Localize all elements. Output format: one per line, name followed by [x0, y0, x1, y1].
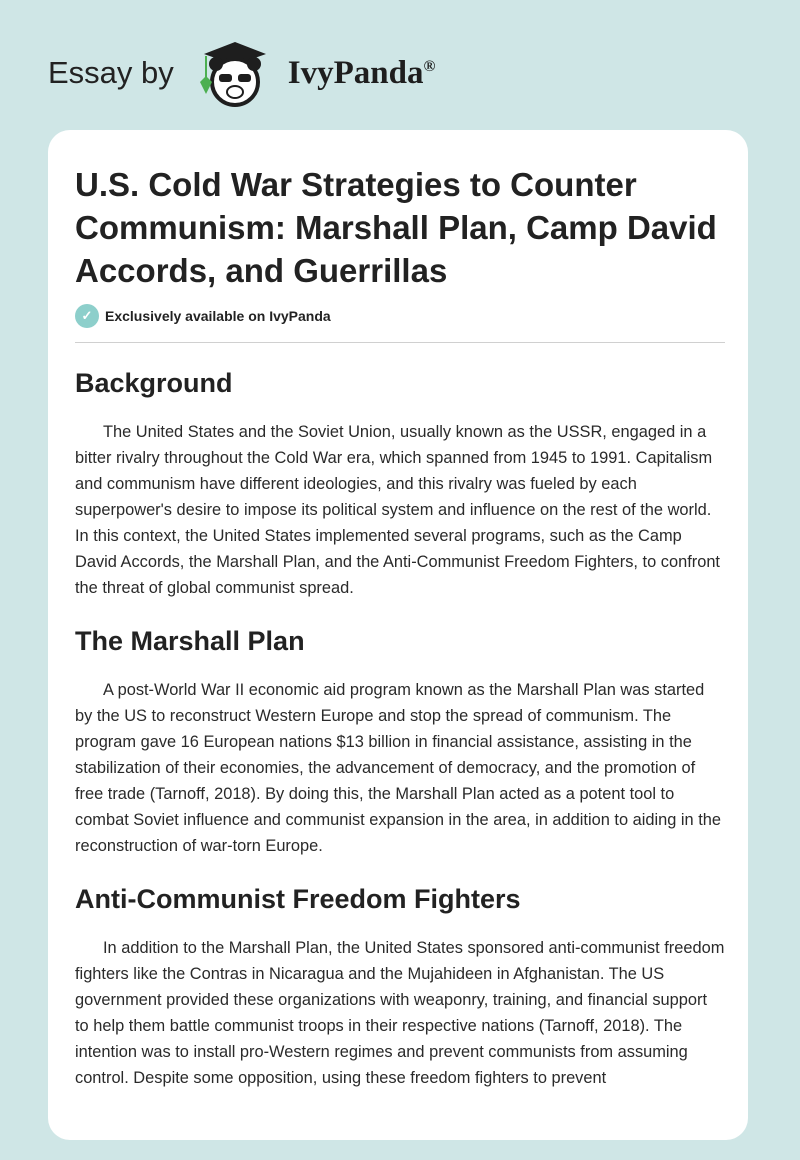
- badge-text: Exclusively available on IvyPanda: [105, 308, 331, 324]
- essay-by-label: Essay by: [48, 55, 174, 90]
- site-header: [48, 38, 435, 108]
- ivypanda-logo-icon[interactable]: [192, 38, 278, 108]
- exclusive-badge: [75, 304, 725, 328]
- essay-card: [48, 130, 748, 1140]
- section-heading: Anti-Communist Freedom Fighters: [75, 884, 521, 914]
- section-heading: The Marshall Plan: [75, 626, 305, 656]
- divider: [75, 342, 725, 343]
- registered-mark: ®: [423, 57, 436, 75]
- brand-name[interactable]: [288, 55, 436, 92]
- check-icon: ✓: [75, 304, 99, 328]
- section-heading: Background: [75, 368, 233, 398]
- essay-title: U.S. Cold War Strategies to Counter Communism: Marshall Plan, Camp David Accords, and Guerrillas: [75, 166, 717, 289]
- section-paragraph: The United States and the Soviet Union, usually known as the USSR, engaged in a bitter rivalry throughout the Cold War era, which spanned from 1945 to 1991. Capitalism and communism have different ideologies, and this rivalry was fueled by each superpower's desire to impose its political system and influence on the rest of the world. In this context, the United States implemented several programs, such as the Camp David Accords, the Marshall Plan, and the Anti-Communist Freedom Fighters, to confront the threat of global communist spread.: [75, 423, 720, 597]
- section-paragraph: A post-World War II economic aid program known as the Marshall Plan was started by the US to reconstruct Western Europe and stop the spread of communism. The program gave 16 European nations $13 billion in financial assistance, assisting in the stabilization of their economies, the advancement of democracy, and the promotion of free trade (Tarnoff, 2018). By doing this, the Marshall Plan acted as a potent tool to combat Soviet influence and communist expansion in the area, in addition to aiding in the reconstruction of war-torn Europe.: [75, 681, 722, 855]
- brand-text: IvyPanda: [287, 54, 424, 91]
- section-paragraph: In addition to the Marshall Plan, the United States sponsored anti-communist freedom fighters like the Contras in Nicaragua and the Mujahideen in Afghanistan. The US government provided these organizations with weaponry, training, and financial support to help them battle communist troops in their respective nations (Tarnoff, 2018). The intention was to install pro-Western regimes and prevent communists from assuming control. Despite some opposition, using these freedom fighters to prevent: [75, 939, 725, 1087]
